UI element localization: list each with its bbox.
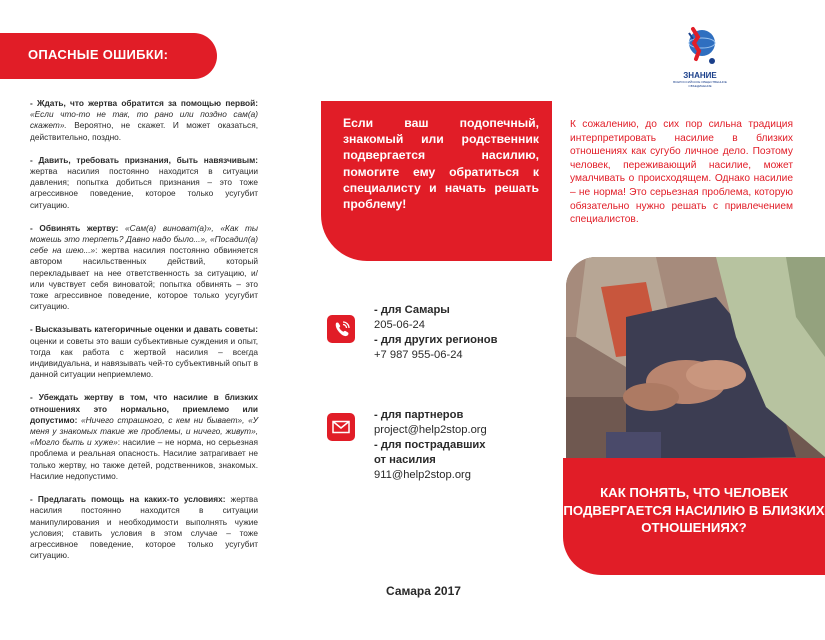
victims-email[interactable]: 911@help2stop.org bbox=[374, 469, 471, 481]
hands-photo bbox=[566, 257, 825, 460]
dangerous-mistakes-banner bbox=[0, 33, 217, 79]
footer-city-year: Самара 2017 bbox=[386, 584, 461, 598]
mistake-item: - Убеждать жертву в том, что насилие в близких отношениях это нормально, приемлемо или допустимо: «Ничего страшного, с кем ни бывает», «У меня у знакомых такие же проблемы, и ничего, живут», «Могло быть и хуже»: насилие – не норма, но серьезная проблема и реальная опасность. Насилие затрагивает не только жертву, но также детей, родственников, знакомых. Насилие недопустимо. bbox=[30, 392, 258, 481]
mail-icon bbox=[327, 413, 355, 441]
partners-email[interactable]: project@help2stop.org bbox=[374, 424, 487, 436]
email-contacts bbox=[374, 408, 487, 483]
mistakes-list bbox=[30, 98, 258, 573]
samara-phone[interactable]: 205-06-24 bbox=[374, 319, 426, 331]
callout-text: Если ваш подопечный, знакомый или родственник подвергается насилию, помогите ему обратиться к специалисту и начать решать проблему! bbox=[343, 116, 539, 212]
logo-subtitle: ВСЕРОССИЙСКОЕ ОБЩЕСТВЕННОЕ ОБЪЕДИНЕНИЕ bbox=[673, 80, 727, 88]
victims-label-line2: от насилия bbox=[374, 454, 436, 466]
logo-title: ЗНАНИЕ bbox=[683, 71, 717, 80]
logo-globe-icon bbox=[681, 25, 717, 67]
mistake-item: - Давить, требовать признания, быть навязчивым: жертва насилия постоянно находится в ситуации давления; попытка добиться признания – это тоже агрессивное поведение, которое только усугубит ситуацию. bbox=[30, 154, 258, 210]
znanie-logo bbox=[673, 25, 727, 95]
left-panel bbox=[0, 0, 290, 640]
phone-icon bbox=[327, 315, 355, 343]
cover-title: КАК ПОНЯТЬ, ЧТО ЧЕЛОВЕК ПОДВЕРГАЕТСЯ НАСИЛИЮ В БЛИЗКИХ ОТНОШЕНИЯХ? bbox=[563, 485, 825, 535]
samara-label: - для Самары bbox=[374, 304, 450, 316]
cover-title-banner bbox=[563, 458, 825, 575]
callout-box bbox=[321, 101, 552, 261]
mistake-item: - Обвинять жертву: «Сам(а) виноват(а)», «Как ты можешь это терпеть? Давно надо было...», «Посадил(а) себе на шею...»: жертва насилия постоянно обвиняется автором насильственных действий, который перекладывает на нее ответственность за ситуацию, и/ или чувствует себя виноватой; попытка обвинять – это тоже агрессивное поведение, которое только усугубит ситуацию. bbox=[30, 222, 259, 312]
intro-text: К сожалению, до сих пор сильна традиция интерпретировать насилие в близких отношениях как сугубо личное дело. Поэтому человек, переживающий насилие, может умалчивать о происходящем. Однако насилие – не норма! Это серьезная проблема, которую обязательно нужно решать с привлечением специалистов. bbox=[570, 119, 793, 226]
regions-label: - для других регионов bbox=[374, 334, 498, 346]
dangerous-mistakes-title: ОПАСНЫЕ ОШИБКИ: bbox=[28, 47, 169, 62]
mistake-item: - Ждать, что жертва обратится за помощью первой: «Если что-то не так, то рано или поздно сам(а) скажет». Вероятно, не скажет. И может оказаться, действительно, поздно. bbox=[30, 98, 258, 142]
partners-label: - для партнеров bbox=[374, 409, 464, 421]
mistake-item: - Предлагать помощь на каких-то условиях: жертва насилия постоянно находится в ситуации манипулирования и необходимости выполнять чужие условия; ставить условия в этом случае – тоже агрессивное поведение, которое только усугубит ситуацию. bbox=[30, 494, 258, 561]
phone-contacts bbox=[374, 303, 497, 363]
victims-label-line1: - для пострадавших bbox=[374, 439, 486, 451]
regions-phone[interactable]: +7 987 955-06-24 bbox=[374, 349, 463, 361]
mistake-item: - Высказывать категоричные оценки и давать советы: оценки и советы это ваши субъективные суждения и опыт, тогда как работа с жертвой насилия – всегда индивидуальна, и навязывать чей-то субъективный опыт в данной ситуации неприемлемо. bbox=[30, 324, 258, 380]
